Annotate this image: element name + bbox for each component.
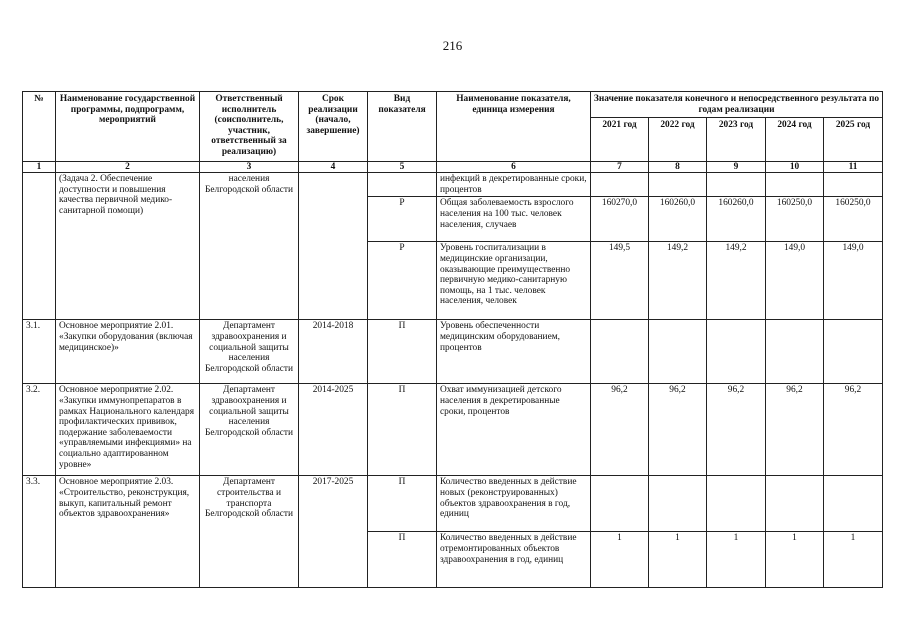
item-num: 3.3. [23, 476, 56, 588]
value-2024: 1 [766, 532, 824, 588]
item-num: 3.2. [23, 384, 56, 476]
value-2021: 160270,0 [591, 197, 649, 242]
column-number: 8 [649, 162, 707, 173]
value-2023 [707, 320, 766, 384]
page-number: 216 [442, 38, 463, 53]
table-row [23, 173, 883, 197]
value-2025 [824, 320, 883, 384]
table-row [23, 384, 883, 476]
program-name: (Задача 2. Обеспечение доступности и повышения качества первичной медико-санитарной помощи) [56, 173, 200, 320]
indicator-name: Количество введенных в действие отремонтированных объектов здравоохранения в год, единиц [437, 532, 591, 588]
value-2022: 96,2 [649, 384, 707, 476]
executor-name: Департамент здравоохранения и социальной защиты населения Белгородской области [200, 320, 299, 384]
value-2025: 96,2 [824, 384, 883, 476]
term: 2014-2018 [299, 320, 368, 384]
value-2025 [824, 173, 883, 197]
indicator-name: Уровень обеспеченности медицинским оборудованием, процентов [437, 320, 591, 384]
indicator-type: Р [368, 197, 437, 242]
indicator-type: П [368, 320, 437, 384]
header-program: Наименование государственной программы, подпрограмм, мероприятий [56, 92, 200, 162]
table-row [23, 476, 883, 532]
program-name: Основное мероприятие 2.02. «Закупки иммунопрепаратов в рамках Национального календаря профилактических прививок, подержание заболеваемости «управляемыми инфекциями» на социально адаптированном уровне» [56, 384, 200, 476]
value-2024 [766, 476, 824, 532]
value-2024 [766, 173, 824, 197]
value-2025: 149,0 [824, 242, 883, 320]
header-year: 2023 год [707, 118, 766, 162]
indicator-name: Общая заболеваемость взрослого населения на 100 тыс. человек населения, случаев [437, 197, 591, 242]
value-2022: 160260,0 [649, 197, 707, 242]
program-name: Основное мероприятие 2.01. «Закупки оборудования (включая медицинское)» [56, 320, 200, 384]
value-2022: 1 [649, 532, 707, 588]
value-2021: 1 [591, 532, 649, 588]
executor-name: Департамент здравоохранения и социальной защиты населения Белгородской области [200, 384, 299, 476]
header-num: № [23, 92, 56, 162]
column-number: 7 [591, 162, 649, 173]
indicator-type: П [368, 532, 437, 588]
value-2024 [766, 320, 824, 384]
header-year: 2021 год [591, 118, 649, 162]
value-2023: 160260,0 [707, 197, 766, 242]
indicator-type [368, 173, 437, 197]
header-indicator: Наименование показателя, единица измерения [437, 92, 591, 162]
header-year: 2025 год [824, 118, 883, 162]
executor-name: Департамент строительства и транспорта Белгородской области [200, 476, 299, 588]
value-2021 [591, 476, 649, 532]
term [299, 173, 368, 320]
column-number: 11 [824, 162, 883, 173]
term: 2017-2025 [299, 476, 368, 588]
value-2021: 149,5 [591, 242, 649, 320]
header-type: Вид показателя [368, 92, 437, 162]
header-term: Срок реализации (начало, завершение) [299, 92, 368, 162]
value-2023: 149,2 [707, 242, 766, 320]
header-year: 2024 год [766, 118, 824, 162]
indicator-type: П [368, 384, 437, 476]
value-2023 [707, 173, 766, 197]
indicator-name: Количество введенных в действие новых (реконструированных) объектов здравоохранения в год, единиц [437, 476, 591, 532]
column-number: 10 [766, 162, 824, 173]
value-2025: 160250,0 [824, 197, 883, 242]
value-2024: 96,2 [766, 384, 824, 476]
program-name: Основное мероприятие 2.03. «Строительство, реконструкция, выкуп, капитальный ремонт объектов здравоохранения» [56, 476, 200, 588]
table-row [23, 320, 883, 384]
header-year: 2022 год [649, 118, 707, 162]
value-2023: 1 [707, 532, 766, 588]
value-2021 [591, 173, 649, 197]
indicator-name: Охват иммунизацией детского населения в декретированные сроки, процентов [437, 384, 591, 476]
value-2023 [707, 476, 766, 532]
header-values-group: Значение показателя конечного и непосредственного результата по годам реализации [591, 92, 883, 118]
value-2025 [824, 476, 883, 532]
indicator-name: инфекций в декретированные сроки, процентов [437, 173, 591, 197]
value-2021 [591, 320, 649, 384]
column-number: 3 [200, 162, 299, 173]
column-number-row [23, 162, 883, 173]
value-2022 [649, 320, 707, 384]
column-number: 5 [368, 162, 437, 173]
term: 2014-2025 [299, 384, 368, 476]
header-executor: Ответственный исполнитель (соисполнитель, участник, ответственный за реализацию) [200, 92, 299, 162]
value-2022 [649, 173, 707, 197]
value-2021: 96,2 [591, 384, 649, 476]
executor-name: населения Белгородской области [200, 173, 299, 320]
value-2024: 160250,0 [766, 197, 824, 242]
value-2024: 149,0 [766, 242, 824, 320]
column-number: 9 [707, 162, 766, 173]
item-num [23, 173, 56, 320]
value-2023: 96,2 [707, 384, 766, 476]
indicator-type: П [368, 476, 437, 532]
column-number: 2 [56, 162, 200, 173]
value-2022 [649, 476, 707, 532]
value-2025: 1 [824, 532, 883, 588]
column-number: 4 [299, 162, 368, 173]
program-table [22, 91, 883, 588]
value-2022: 149,2 [649, 242, 707, 320]
indicator-name: Уровень госпитализации в медицинские организации, оказывающие преимущественно первичную медико-санитарную помощь, на 1 тыс. человек населения, человек [437, 242, 591, 320]
item-num: 3.1. [23, 320, 56, 384]
column-number: 6 [437, 162, 591, 173]
column-number: 1 [23, 162, 56, 173]
indicator-type: Р [368, 242, 437, 320]
